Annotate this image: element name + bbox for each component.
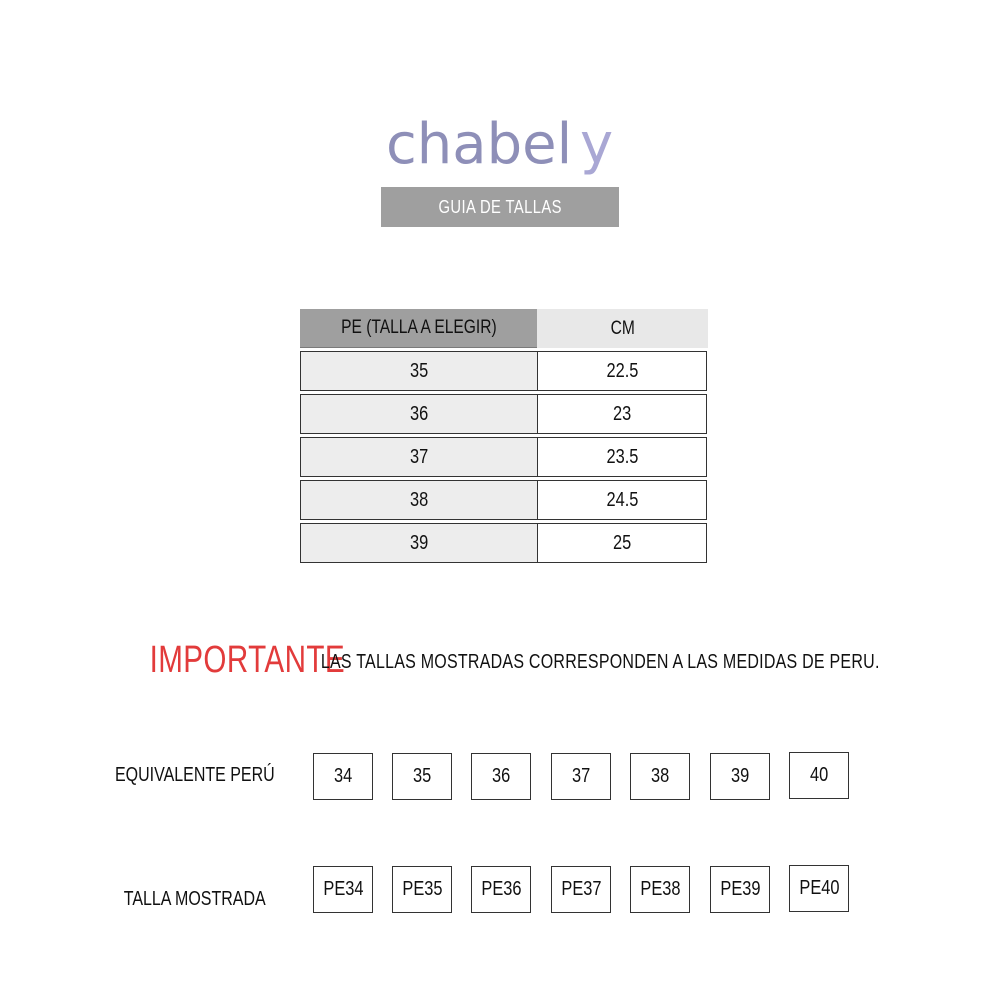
peru-size-value: 36 bbox=[491, 765, 511, 787]
peru-size-value: 38 bbox=[650, 765, 670, 787]
shown-size-value: PE37 bbox=[560, 878, 602, 900]
shown-size-box bbox=[789, 865, 849, 912]
important-heading bbox=[149, 638, 346, 682]
shown-size-value: PE34 bbox=[322, 878, 364, 900]
logo-heart-y: y bbox=[580, 112, 614, 177]
brand-logo bbox=[384, 106, 624, 178]
cell-pe-value: 37 bbox=[409, 445, 429, 468]
shown-size-value: PE35 bbox=[401, 878, 443, 900]
cell-pe-value: 35 bbox=[409, 359, 429, 382]
cell-cm-value: 22.5 bbox=[606, 359, 638, 382]
cell-pe bbox=[300, 480, 537, 520]
shown-size-box bbox=[551, 866, 611, 913]
shown-size-box bbox=[471, 866, 531, 913]
peru-size-box bbox=[710, 753, 770, 800]
table-row bbox=[300, 437, 708, 477]
peru-size-value: 40 bbox=[809, 764, 829, 786]
important-note-text: LAS TALLAS MOSTRADAS CORRESPONDEN A LAS MEDIDAS DE PERU. bbox=[320, 650, 880, 673]
cell-cm-value: 23 bbox=[612, 402, 632, 425]
peru-size-box bbox=[313, 753, 373, 800]
cell-cm bbox=[537, 351, 707, 391]
header-pe bbox=[300, 309, 537, 348]
shown-size-box bbox=[392, 866, 452, 913]
shown-size-value: PE40 bbox=[798, 877, 840, 899]
shown-size-box bbox=[710, 866, 770, 913]
shown-size-box bbox=[313, 866, 373, 913]
cell-pe bbox=[300, 351, 537, 391]
cell-cm-value: 25 bbox=[612, 531, 632, 554]
shown-size-value: PE39 bbox=[719, 878, 761, 900]
cell-cm bbox=[537, 437, 707, 477]
table-row bbox=[300, 523, 708, 563]
peru-size-box bbox=[630, 753, 690, 800]
peru-equivalent-label-text: EQUIVALENTE PERÚ bbox=[115, 763, 275, 786]
logo-wordmark: chabel bbox=[386, 112, 573, 177]
shown-size-label-text: TALLA MOSTRADA bbox=[124, 887, 266, 910]
table-header bbox=[300, 309, 708, 348]
cell-cm-value: 24.5 bbox=[606, 488, 638, 511]
header-cm-label: CM bbox=[610, 317, 635, 339]
header-cm bbox=[537, 309, 708, 348]
peru-size-box bbox=[551, 753, 611, 800]
peru-size-value: 37 bbox=[571, 765, 591, 787]
table-row bbox=[300, 394, 708, 434]
cell-cm bbox=[537, 523, 707, 563]
peru-size-box bbox=[789, 752, 849, 799]
cell-pe bbox=[300, 437, 537, 477]
cell-cm bbox=[537, 394, 707, 434]
cell-cm bbox=[537, 480, 707, 520]
cell-cm-value: 23.5 bbox=[606, 445, 638, 468]
peru-size-value: 34 bbox=[333, 765, 353, 787]
important-heading-text: IMPORTANTE bbox=[149, 638, 346, 681]
table-row bbox=[300, 480, 708, 520]
cell-pe-value: 38 bbox=[409, 488, 429, 511]
cell-pe bbox=[300, 394, 537, 434]
cell-pe-value: 36 bbox=[409, 402, 429, 425]
shown-size-label bbox=[100, 884, 290, 914]
size-table bbox=[300, 309, 708, 563]
peru-size-box bbox=[471, 753, 531, 800]
cell-pe-value: 39 bbox=[409, 531, 429, 554]
peru-equivalent-label bbox=[100, 760, 290, 790]
cell-pe bbox=[300, 523, 537, 563]
shown-size-box bbox=[630, 866, 690, 913]
size-guide-banner bbox=[381, 187, 619, 227]
important-note bbox=[320, 648, 880, 676]
shown-size-value: PE38 bbox=[639, 878, 681, 900]
header-pe-label: PE (TALLA A ELEGIR) bbox=[340, 317, 497, 338]
peru-size-value: 35 bbox=[412, 765, 432, 787]
table-row bbox=[300, 351, 708, 391]
peru-size-value: 39 bbox=[730, 765, 750, 787]
size-guide-title: GUIA DE TALLAS bbox=[438, 196, 562, 217]
shown-size-value: PE36 bbox=[480, 878, 522, 900]
peru-size-box bbox=[392, 753, 452, 800]
